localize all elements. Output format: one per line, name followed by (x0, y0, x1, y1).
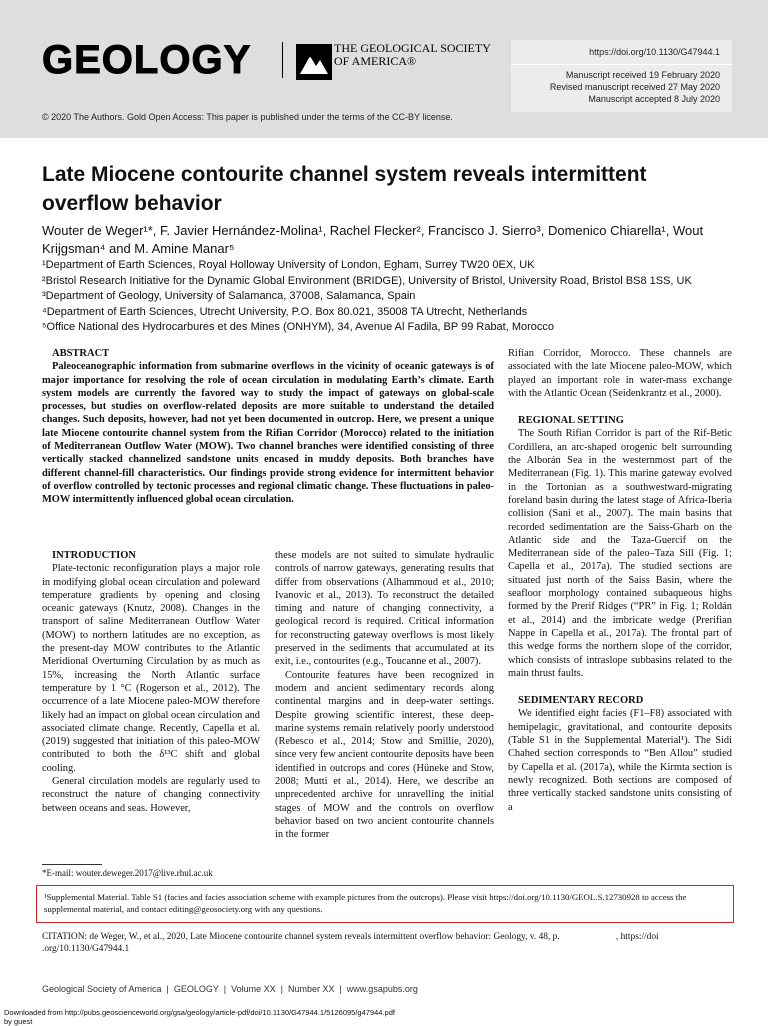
paragraph: The South Rifian Corridor is part of the Rif-Betic Cordillera, an arc-shaped orogenic belt surrounding the Alborán Sea in the westernmost part of the Mediterranean (Fig. 1). This marine gateway evolved in the Tortonian as a southwestward-migrating foreland basin during the latest stage of Africa-Iberia collision (Sani et al., 2007). The main basins that recorded sedimentation are the Saiss-Gharb on the Atlantic side and the Taza-Guercif on the Mediterranean side of the paleo–Taza Sill (Fig. 1; Capella et al., 2017a). The studied sections are situated just north of the Saiss Basin, where the seafloor morphology contained subaqueous highs formed by the Prerif Ridges (“PR” in Fig. 1; Roldán et al., 2014) and the imbricate wedge (Prerifian Nappe in Capella et al., 2017a). The frontal part of this wedge forms the northern slope of the corridor, which consists of intraslope subbasins related to the main thrust faults. (508, 428, 732, 679)
corresponding-email[interactable]: *E-mail: wouter.deweger.2017@live.rhul.ac.uk (42, 868, 213, 878)
affiliation: ⁵Office National des Hydrocarbures et des Mines (ONHYM), 34, Avenue Al Fadila, BP 99 Rabat, Morocco (42, 321, 555, 333)
affiliation: ³Department of Geology, University of Salamanca, 37008, Salamanca, Spain (42, 290, 416, 302)
doi-link[interactable]: https://doi.org/10.1130/G47944.1 (589, 47, 720, 57)
footnote-divider (42, 864, 102, 865)
affiliation: ⁴Department of Earth Sciences, Utrecht University, P.O. Box 80.021, 35008 TA Utrecht, Netherlands (42, 305, 528, 318)
journal-footer: Geological Society of America | GEOLOGY | Volume XX | Number XX | www.gsapubs.org (42, 984, 418, 994)
gsa-logo-icon (296, 44, 332, 80)
manuscript-info-box (511, 40, 732, 112)
paragraph: Rifian Corridor, Morocco. These channels are associated with the late Miocene paleo-MOW, which played an important role in water-mass exchange with the Atlantic Ocean (Seidenkrantz et al., 2000). (508, 348, 732, 399)
download-notice: Downloaded from http://pubs.geoscienceworld.org/gsa/geology/article-pdf/doi/10.1130/G47944.1/5126095/g47944.pdf by guest (4, 1008, 395, 1026)
paragraph: Contourite features have been recognized in modern and ancient sedimentary records along continental margins and in deep-water settings. Despite growing scientific interest, these deep-marine systems remain relatively poorly understood (Rebesco et al., 2014; Stow and Smillie, 2020), since very few ancient contourite deposits have been identified in outcrops and cores (Hüneke and Stow, 2008; Mutti et al., 2014). Here, we describe an unprecedented archive for unravelling the initial stages of MOW and the controls on overflow behavior based on two ancient contourite channels in the former (275, 669, 494, 841)
supplemental-note: ¹Supplemental Material. Table S1 (facies and facies association scheme with example pictures from the outcrops). Please visit https://doi.org/10.1130/GEOL.S.12730928 to access the supplemental material, and contact editing@geosociety.org with any questions. (44, 892, 687, 914)
citation-line: CITATION: de Weger, W., et al., 2020, Late Miocene contourite channel system reveals intermittent overflow behavior: Geology, v. 48, p. , https://doi (42, 932, 659, 942)
sedimentary-record-heading: SEDIMENTARY RECORD (518, 695, 644, 707)
author-list: Wouter de Weger¹*, F. Javier Hernández-Molina¹, Rachel Flecker², Francisco J. Sierro³, Domenico Chiarella¹, Wout Krijgsman⁴ and M. Amine Manar⁵ (42, 223, 704, 256)
body-column-right (508, 347, 732, 814)
logo-divider (282, 42, 283, 78)
introduction-heading: INTRODUCTION (52, 550, 137, 561)
affiliations (42, 258, 732, 336)
body-column-middle (275, 549, 494, 842)
geology-logo: GEOLOGY (42, 38, 252, 82)
journal-header (0, 0, 768, 138)
citation (42, 931, 732, 955)
affiliation: ¹Department of Earth Sciences, Royal Holloway University of London, Egham, Surrey TW20 0EX, UK (42, 259, 535, 271)
gsa-name: THE GEOLOGICAL SOCIETY OF AMERICA® (334, 41, 491, 68)
copyright-notice: © 2020 The Authors. Gold Open Access: This paper is published under the terms of the CC-BY license. (42, 112, 453, 122)
abstract-section (42, 347, 494, 507)
doi-divider (511, 64, 732, 65)
paragraph: We identified eight facies (F1–F8) associated with hemipelagic, gravitational, and contourite deposits (Table S1 in the Supplemental Material¹). The Sidi Chahed section corresponds to “Ben Allou” studied by Capella et al. (2017a), while the Kirmta section is newly recognized. Both sections are composed of three vertically stacked sandstone units consisting of a (508, 708, 732, 813)
abstract-text: Paleoceanographic information from submarine overflows in the vicinity of oceanic gateways is of major importance for resolving the role of ocean circulation in modulating Earth’s climate. Earth system models are currently the favored way to study the impact of gateways on global-scale processes, but studies on overflow-related deposits are more suitable to understand the detailed changes. Such deposits, however, had not yet been documented in outcrop. Here, we present a unique late Miocene contourite channel system from the Rifian Corridor (Morocco) related to the initiation of Mediterranean Outflow Water (MOW). Two channel branches were identified consisting of three vertically stacked channelized sandstone units encased in muddy deposits. Both branches have different channel-fill characteristics. Our findings provide strong evidence for intermittent behavior of overflow controlled by tectonic processes and regional climatic change. These fluctuations in paleo-MOW intermittently influenced global ocean circulation. (42, 361, 494, 506)
citation-line: .org/10.1130/G47944.1 (42, 944, 130, 954)
manuscript-dates: Manuscript received 19 February 2020 Revised manuscript received 27 May 2020 Manuscript accepted 8 July 2020 (549, 70, 720, 104)
paragraph: Plate-tectonic reconfiguration plays a major role in modifying global ocean circulation and poleward temperature gradients by opening and closing oceanic gateways (Knutz, 2008). Changes in the transport of saline Mediterranean Outflow Water (MOW) to northern latitudes are no exception, as the present-day MOW contributes to the Atlantic Meridional Overturning Circulation by as much as 15%, increasing the North Atlantic surface temperature by 1 °C (Rogerson et al., 2012). The occurrence of a late Miocene paleo-MOW therefore likely had an impact on global ocean circulation and associated climate change. Recently, Capella et al. (2019) suggested that initiation of this paleo-MOW contributed to both the δ¹³C shift and global cooling. (42, 563, 260, 774)
body-column-left (42, 549, 260, 815)
paragraph: these models are not suited to simulate hydraulic controls of narrow gateways, generating results that differ from observations (Alhammoud et al., 2010; Ivanovic et al., 2013). To reconstruct the detailed timing and nature of changing connectivity, a geological record is required. Critical information for reconstructing gateway overflows is most likely preserved in the sediments that accumulated at its exit, i.e., contourites (e.g., Toucanne et al., 2007). (275, 550, 494, 668)
abstract-heading: ABSTRACT (52, 348, 110, 359)
regional-setting-heading: REGIONAL SETTING (518, 415, 624, 427)
paragraph: General circulation models are regularly used to reconstruct the nature of changing connectivity between oceans and seas. However, (42, 776, 260, 814)
article-title: Late Miocene contourite channel system reveals intermittent overflow behavior (42, 163, 647, 215)
affiliation: ²Bristol Research Initiative for the Dynamic Global Environment (BRIDGE), University of Bristol, University Road, Bristol BS8 1SS, UK (42, 274, 692, 287)
